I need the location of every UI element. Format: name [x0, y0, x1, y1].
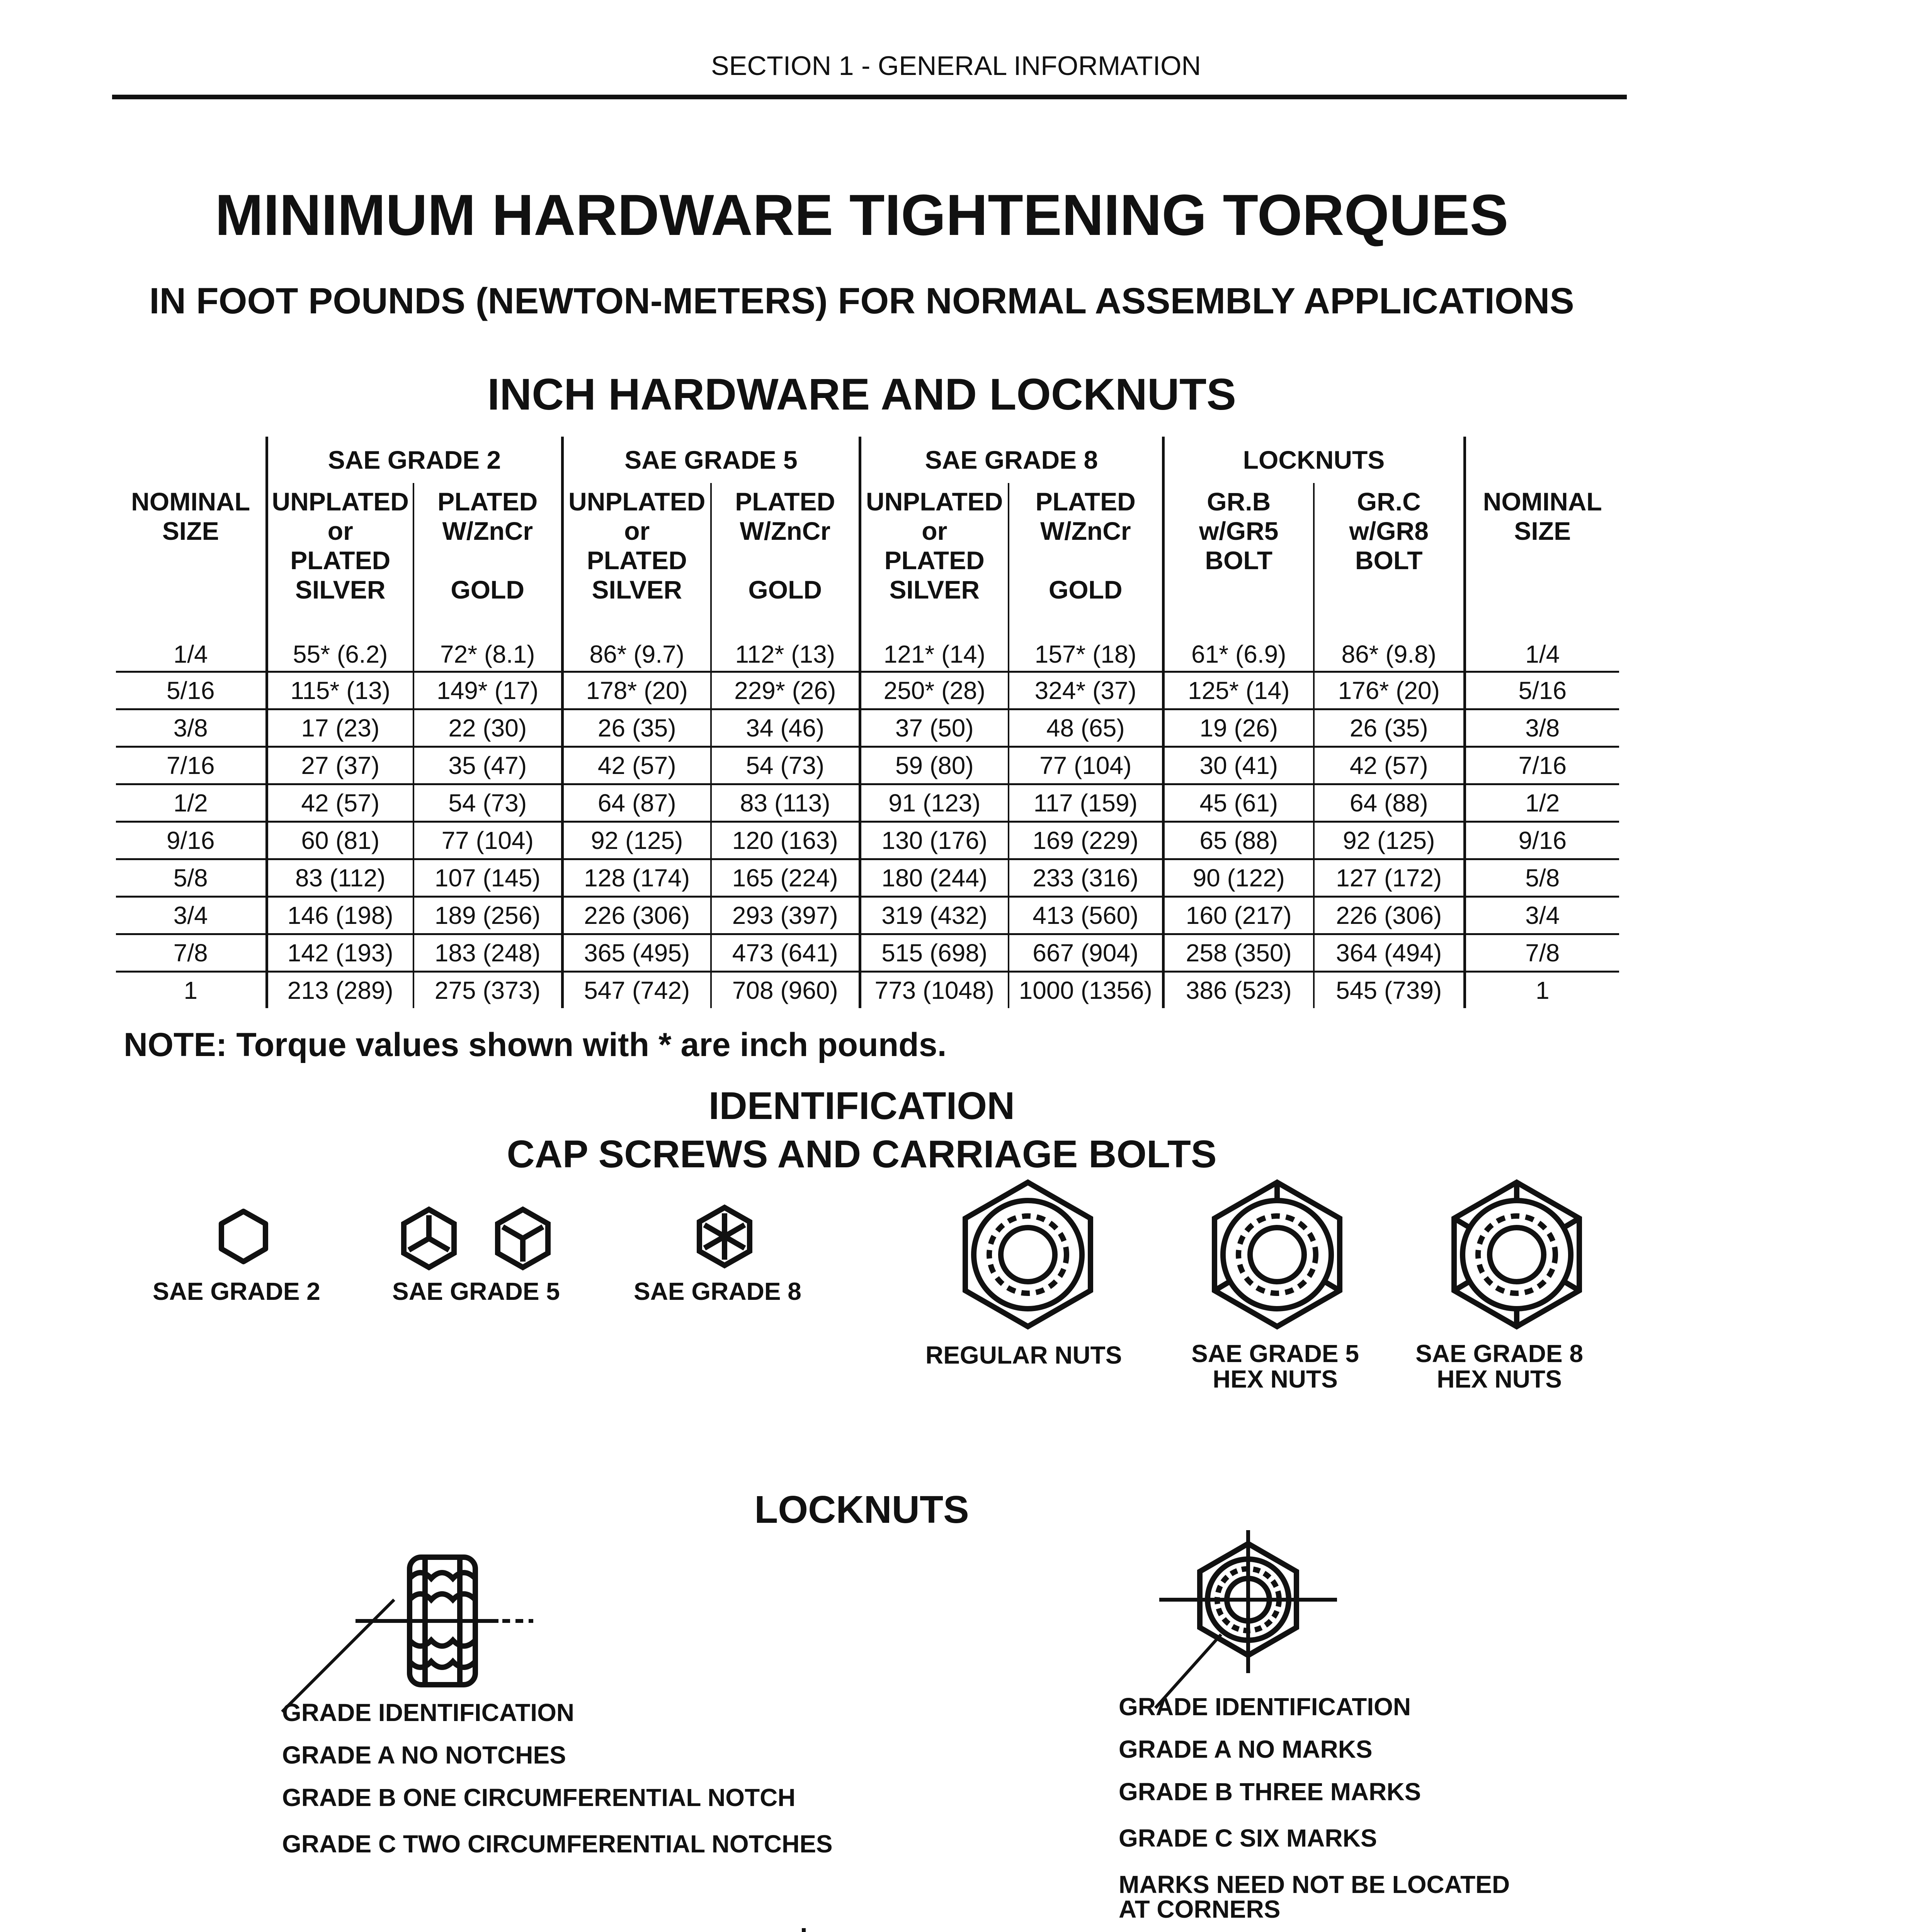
- torque-cell: 77 (104): [1009, 747, 1163, 784]
- section-header: SECTION 1 - GENERAL INFORMATION: [711, 51, 1201, 81]
- torque-cell: 92 (125): [562, 822, 711, 859]
- torque-cell: 149* (17): [413, 672, 562, 709]
- torque-cell: 22 (30): [413, 709, 562, 747]
- nominal-size-cell: 5/16: [116, 672, 267, 709]
- page-subtitle: IN FOOT POUNDS (NEWTON-METERS) FOR NORMAL ASSEMBLY APPLICATIONS: [149, 281, 1574, 321]
- torque-cell: 258 (350): [1163, 934, 1314, 972]
- nominal-size-cell: 1/4: [116, 614, 267, 672]
- label-sae-grade-8: SAE GRADE 8: [634, 1277, 801, 1305]
- torque-cell: 115* (13): [267, 672, 413, 709]
- torque-cell: 91 (123): [860, 784, 1009, 822]
- column-header: UNPLATED or PLATED SILVER: [267, 483, 413, 614]
- nominal-size-cell: 1/2: [116, 784, 267, 822]
- group-header-locknuts: LOCKNUTS: [1163, 437, 1465, 483]
- torque-cell: 121* (14): [860, 614, 1009, 672]
- nominal-size-cell: 1: [1465, 972, 1619, 1009]
- torque-cell: 64 (88): [1314, 784, 1465, 822]
- nominal-size-cell: 1/4: [1465, 614, 1619, 672]
- nominal-size-cell: 3/8: [1465, 709, 1619, 747]
- grade-2-bolt-head-icon: [221, 1211, 265, 1262]
- torque-cell: 127 (172): [1314, 859, 1465, 897]
- torque-cell: 667 (904): [1009, 934, 1163, 972]
- torque-cell: 365 (495): [562, 934, 711, 972]
- nominal-size-cell: 7/8: [116, 934, 267, 972]
- torque-cell: 72* (8.1): [413, 614, 562, 672]
- torque-cell: 86* (9.8): [1314, 614, 1465, 672]
- locknut-right-grade-a: GRADE A NO MARKS: [1119, 1735, 1373, 1763]
- torque-cell: 55* (6.2): [267, 614, 413, 672]
- locknut-notch-icon: [282, 1557, 533, 1712]
- column-header: UNPLATED or PLATED SILVER: [562, 483, 711, 614]
- torque-cell: 42 (57): [562, 747, 711, 784]
- torque-cell: 35 (47): [413, 747, 562, 784]
- grade-8-bolt-head-icon: [699, 1208, 750, 1265]
- identification-title: IDENTIFICATION: [708, 1084, 1015, 1128]
- torque-cell: 59 (80): [860, 747, 1009, 784]
- locknut-left-grade-c: GRADE C TWO CIRCUMFERENTIAL NOTCHES: [282, 1830, 833, 1858]
- torque-cell: 112* (13): [711, 614, 860, 672]
- torque-cell: 275 (373): [413, 972, 562, 1009]
- nominal-size-cell: 5/8: [1465, 859, 1619, 897]
- grade-5-bolt-head-icon: [404, 1209, 454, 1267]
- nominal-size-cell: 3/4: [1465, 897, 1619, 934]
- group-header-sae-grade-2: SAE GRADE 2: [267, 437, 562, 483]
- torque-cell: 83 (112): [267, 859, 413, 897]
- locknut-marks-icon: [1155, 1530, 1337, 1708]
- torque-cell: 30 (41): [1163, 747, 1314, 784]
- torque-cell: 54 (73): [413, 784, 562, 822]
- torque-cell: 117 (159): [1009, 784, 1163, 822]
- locknut-left-caption: GRADE IDENTIFICATION: [282, 1699, 575, 1726]
- column-header: PLATED W/ZnCr GOLD: [1009, 483, 1163, 614]
- column-header: GR.B w/GR5 BOLT: [1163, 483, 1314, 614]
- group-header-sae-grade-8: SAE GRADE 8: [860, 437, 1163, 483]
- nominal-size-cell: 7/8: [1465, 934, 1619, 972]
- torque-cell: 120 (163): [711, 822, 860, 859]
- torque-cell: 226 (306): [562, 897, 711, 934]
- label-sae-grade-2: SAE GRADE 2: [153, 1277, 320, 1305]
- torque-cell: 515 (698): [860, 934, 1009, 972]
- column-header: UNPLATED or PLATED SILVER: [860, 483, 1009, 614]
- torque-cell: 473 (641): [711, 934, 860, 972]
- label-grade-8-hex-nuts: SAE GRADE 8 HEX NUTS: [1415, 1340, 1583, 1393]
- torque-cell: 77 (104): [413, 822, 562, 859]
- torque-cell: 125* (14): [1163, 672, 1314, 709]
- identification-subtitle: CAP SCREWS AND CARRIAGE BOLTS: [507, 1133, 1217, 1176]
- torque-cell: 83 (113): [711, 784, 860, 822]
- column-header: PLATED W/ZnCr GOLD: [711, 483, 860, 614]
- torque-cell: 37 (50): [860, 709, 1009, 747]
- locknuts-title: LOCKNUTS: [754, 1488, 969, 1531]
- label-sae-grade-5: SAE GRADE 5: [392, 1277, 560, 1305]
- column-header-nominal-size: NOMINAL SIZE: [1465, 483, 1619, 614]
- locknut-left-grade-b: GRADE B ONE CIRCUMFERENTIAL NOTCH: [282, 1784, 796, 1811]
- torque-cell: 386 (523): [1163, 972, 1314, 1009]
- torque-cell: 180 (244): [860, 859, 1009, 897]
- column-header: GR.C w/GR8 BOLT: [1314, 483, 1465, 614]
- label-grade-5-hex-nuts: SAE GRADE 5 HEX NUTS: [1191, 1340, 1359, 1393]
- torque-cell: 19 (26): [1163, 709, 1314, 747]
- nominal-size-cell: 1: [184, 976, 198, 1004]
- torque-cell: 27 (37): [267, 747, 413, 784]
- torque-cell: 65 (88): [1163, 822, 1314, 859]
- torque-cell: 708 (960): [711, 972, 860, 1009]
- nominal-size-cell: 3/4: [116, 897, 267, 934]
- torque-cell: 107 (145): [413, 859, 562, 897]
- torque-note: NOTE: Torque values shown with * are inch pounds.: [124, 1026, 947, 1063]
- grade-8-hex-nut-icon: [1454, 1182, 1579, 1327]
- locknut-right-grade-c: GRADE C SIX MARKS: [1119, 1824, 1377, 1852]
- torque-cell: 92 (125): [1314, 822, 1465, 859]
- nominal-size-cell: 9/16: [116, 822, 267, 859]
- torque-cell: 176* (20): [1314, 672, 1465, 709]
- torque-cell: 48 (65): [1009, 709, 1163, 747]
- torque-cell: 142 (193): [267, 934, 413, 972]
- torque-cell: 319 (432): [860, 897, 1009, 934]
- torque-cell: 165 (224): [711, 859, 860, 897]
- nominal-size-cell: 5/16: [1465, 672, 1619, 709]
- torque-cell: 61* (6.9): [1163, 614, 1314, 672]
- torque-cell: 128 (174): [562, 859, 711, 897]
- regular-nut-icon: [965, 1182, 1090, 1327]
- torque-cell: 157* (18): [1009, 614, 1163, 672]
- table-title: INCH HARDWARE AND LOCKNUTS: [487, 370, 1236, 419]
- torque-cell: 90 (122): [1163, 859, 1314, 897]
- locknut-right-caption: GRADE IDENTIFICATION: [1119, 1693, 1411, 1721]
- torque-cell: 146 (198): [267, 897, 413, 934]
- torque-cell: 64 (87): [562, 784, 711, 822]
- torque-cell: 178* (20): [562, 672, 711, 709]
- locknut-right-note: MARKS NEED NOT BE LOCATED AT CORNERS: [1119, 1871, 1510, 1923]
- torque-cell: 293 (397): [711, 897, 860, 934]
- locknut-right-grade-b: GRADE B THREE MARKS: [1119, 1778, 1421, 1806]
- torque-cell: 250* (28): [860, 672, 1009, 709]
- torque-cell: 26 (35): [1314, 709, 1465, 747]
- torque-cell: 324* (37): [1009, 672, 1163, 709]
- column-header-nominal-size: NOMINAL SIZE: [131, 487, 250, 545]
- torque-cell: 189 (256): [413, 897, 562, 934]
- torque-cell: 183 (248): [413, 934, 562, 972]
- nominal-size-cell: 3/8: [116, 709, 267, 747]
- nominal-size-cell: 1/2: [1465, 784, 1619, 822]
- locknut-letter-icon: [707, 1928, 873, 1932]
- torque-cell: 545 (739): [1314, 972, 1465, 1009]
- torque-cell: 547 (742): [562, 972, 711, 1009]
- torque-cell: 54 (73): [711, 747, 860, 784]
- column-header: PLATED W/ZnCr GOLD: [413, 483, 562, 614]
- label-regular-nuts: REGULAR NUTS: [925, 1341, 1122, 1369]
- torque-cell: 60 (81): [267, 822, 413, 859]
- torque-cell: 26 (35): [562, 709, 711, 747]
- torque-cell: 45 (61): [1163, 784, 1314, 822]
- torque-cell: 413 (560): [1009, 897, 1163, 934]
- group-header-sae-grade-5: SAE GRADE 5: [562, 437, 860, 483]
- nominal-size-cell: 9/16: [1465, 822, 1619, 859]
- torque-cell: 773 (1048): [860, 972, 1009, 1009]
- torque-cell: 169 (229): [1009, 822, 1163, 859]
- page-title: MINIMUM HARDWARE TIGHTENING TORQUES: [215, 182, 1509, 247]
- torque-cell: 229* (26): [711, 672, 860, 709]
- nominal-size-cell: 7/16: [116, 747, 267, 784]
- torque-cell: 17 (23): [267, 709, 413, 747]
- torque-cell: 364 (494): [1314, 934, 1465, 972]
- grade-5-bolt-head-icon: [498, 1209, 548, 1267]
- torque-cell: 42 (57): [267, 784, 413, 822]
- torque-cell: 233 (316): [1009, 859, 1163, 897]
- grade-5-hex-nut-icon: [1215, 1182, 1340, 1327]
- torque-cell: 34 (46): [711, 709, 860, 747]
- torque-cell: 213 (289): [267, 972, 413, 1009]
- torque-cell: 42 (57): [1314, 747, 1465, 784]
- torque-cell: 1000 (1356): [1009, 972, 1163, 1009]
- torque-cell: 86* (9.7): [562, 614, 711, 672]
- torque-cell: 226 (306): [1314, 897, 1465, 934]
- locknut-left-grade-a: GRADE A NO NOTCHES: [282, 1741, 566, 1769]
- torque-cell: 160 (217): [1163, 897, 1314, 934]
- torque-cell: 130 (176): [860, 822, 1009, 859]
- nominal-size-cell: 7/16: [1465, 747, 1619, 784]
- nominal-size-cell: 5/8: [116, 859, 267, 897]
